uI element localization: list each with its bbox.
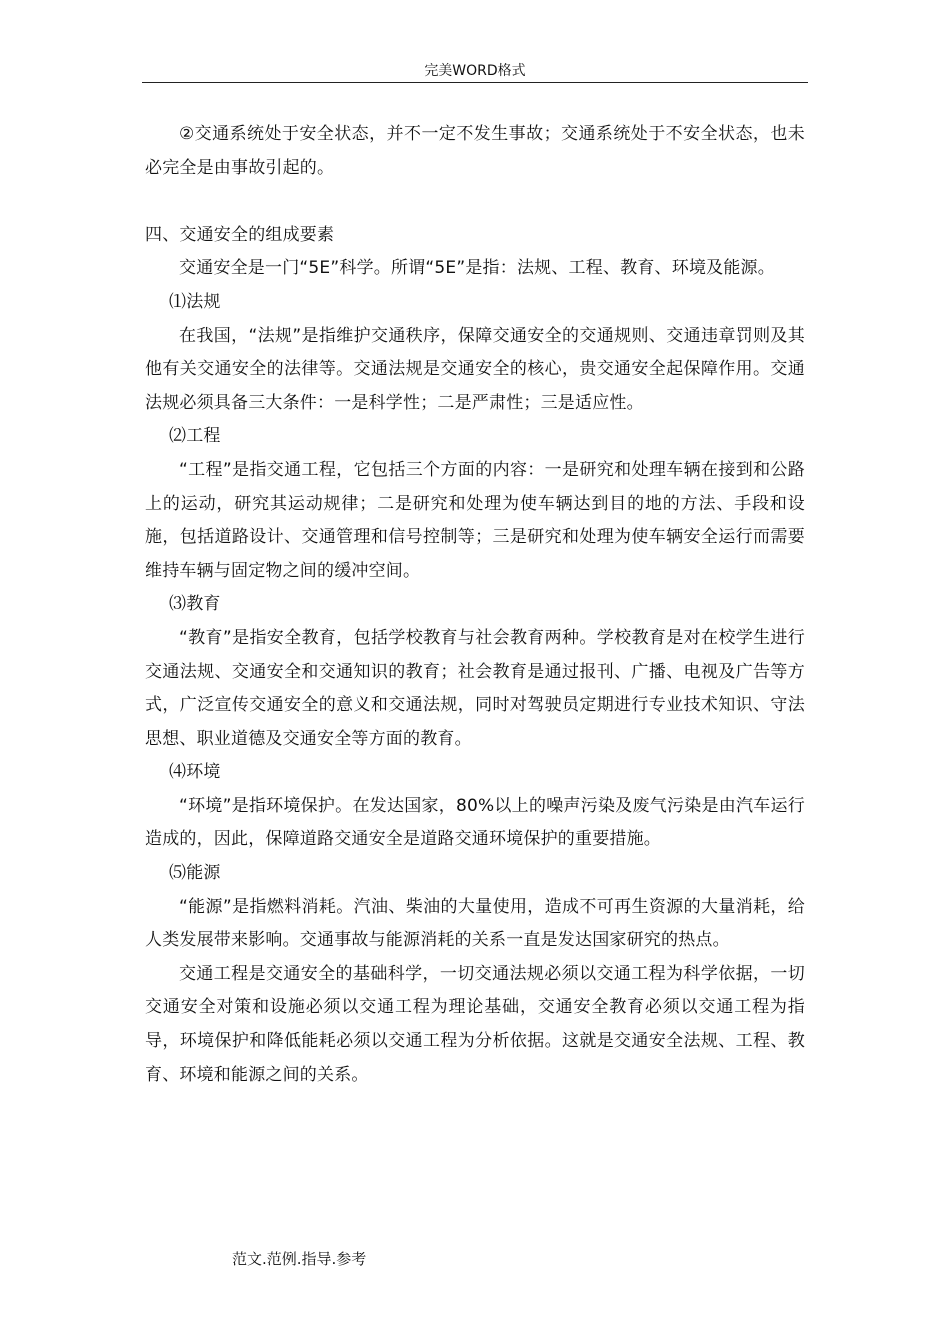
item-text-environment: “环境”是指环境保护。在发达国家，80%以上的噪声污染及废气污染是由汽车运行造成的，因此，保障道路交通安全是道路交通环境保护的重要措施。 <box>145 795 805 850</box>
item-heading-engineering: ⑵工程 <box>169 426 221 447</box>
header-divider <box>142 82 808 83</box>
paragraph-safety-state: ②交通系统处于安全状态，并不一定不发生事故；交通系统处于不安全状态，也未必完全是由事故引起的。 <box>145 124 805 178</box>
item-text-energy: “能源”是指燃料消耗。汽油、柴油的大量使用，造成不可再生资源的大量消耗，给人类发展带来影响。交通事故与能源消耗的关系一直是发达国家研究的热点。 <box>145 896 805 951</box>
item-heading-environment: ⑷环境 <box>169 762 221 783</box>
page-header: 完美WORD格式 <box>424 63 526 79</box>
item-heading-education: ⑶教育 <box>169 594 221 615</box>
document-body <box>145 118 805 1092</box>
item-text-education: “教育”是指安全教育，包括学校教育与社会教育两种。学校教育是对在校学生进行交通法规、交通安全和交通知识的教育；社会教育是通过报刊、广播、电视及广告等方式，广泛宣传交通安全的意义和交通法规，同时对驾驶员定期进行专业技术知识、守法思想、职业道德及交通安全等方面的教育。 <box>145 627 805 749</box>
paragraph-conclusion: 交通工程是交通安全的基础科学，一切交通法规必须以交通工程为科学依据，一切交通安全对策和设施必须以交通工程为理论基础，交通安全教育必须以交通工程为指导，环境保护和降低能耗必须以交通工程为分析依据。这就是交通安全法规、工程、教育、环境和能源之间的关系。 <box>145 963 805 1085</box>
item-text-regulations: 在我国，“法规”是指维护交通秩序，保障交通安全的交通规则、交通违章罚则及其他有关交通安全的法律等。交通法规是交通安全的核心，贵交通安全起保障作用。交通法规必须具备三大条件：一是科学性；二是严肃性；三是适应性。 <box>145 325 805 413</box>
item-text-engineering: “工程”是指交通工程，它包括三个方面的内容：一是研究和处理车辆在接到和公路上的运动，研究其运动规律；二是研究和处理为使车辆达到目的地的方法、手段和设施，包括道路设计、交通管理和信号控制等；三是研究和处理为使车辆安全运行而需要维持车辆与固定物之间的缓冲空间。 <box>145 459 805 581</box>
item-heading-energy: ⑸能源 <box>169 863 221 884</box>
item-heading-regulations: ⑴法规 <box>169 291 221 312</box>
section-heading: 四、交通安全的组成要素 <box>145 224 335 245</box>
paragraph-spacer <box>145 185 805 219</box>
page-footer: 范文.范例.指导.参考 <box>232 1250 367 1268</box>
paragraph-intro: 交通安全是一门“5E”科学。所谓“5E”是指：法规、工程、教育、环境及能源。 <box>179 258 775 279</box>
